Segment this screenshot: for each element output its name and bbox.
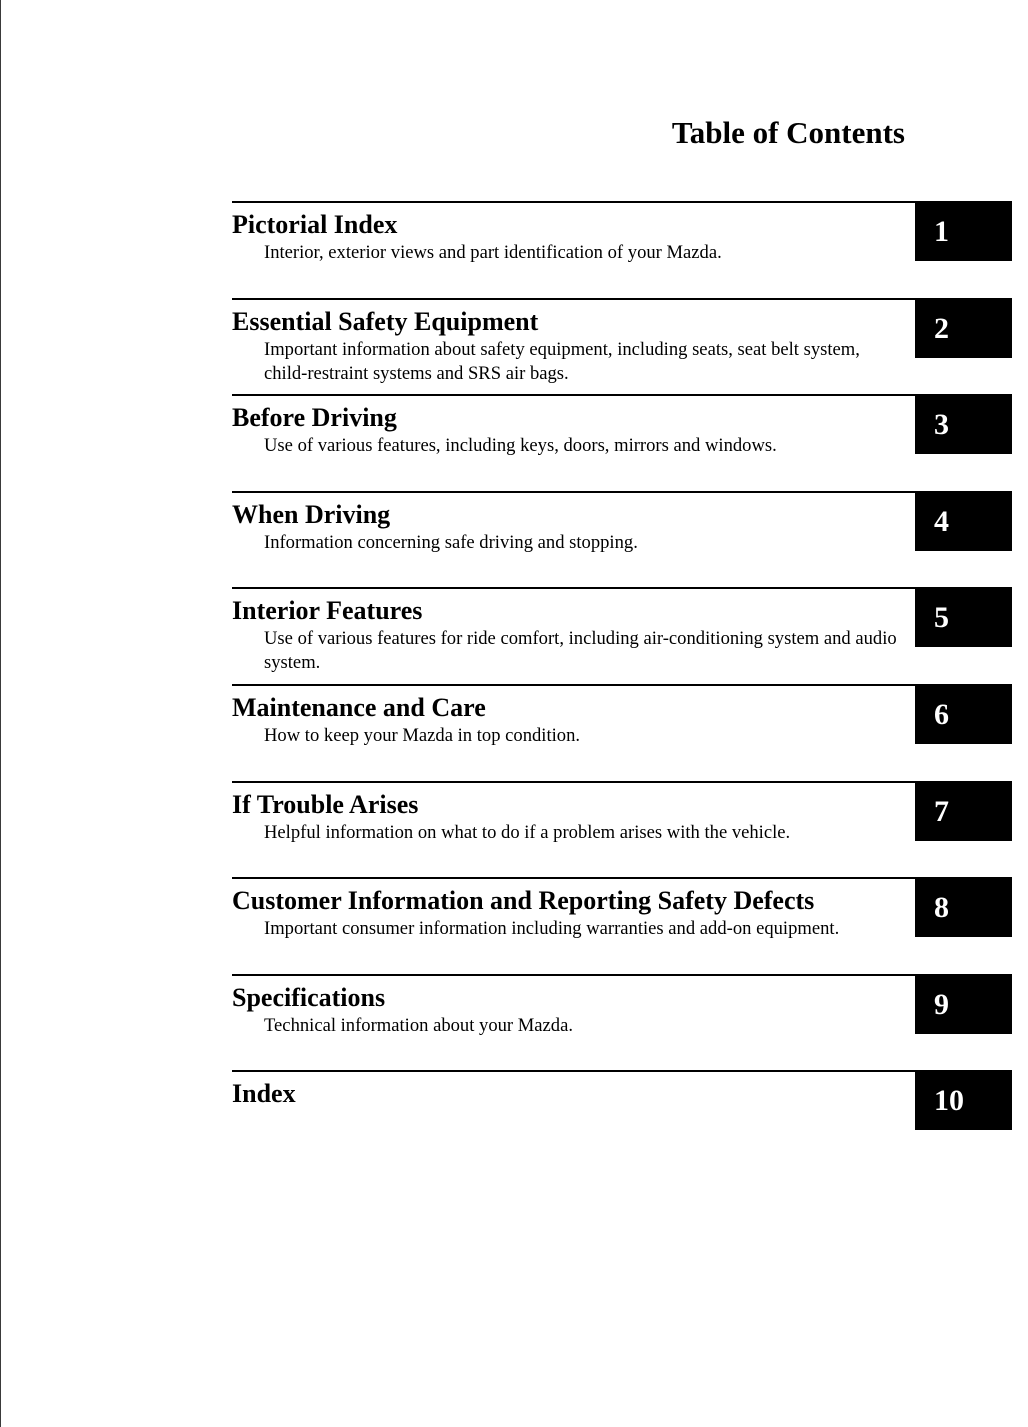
section-tab-3[interactable]: 3 bbox=[915, 395, 1012, 454]
toc-entry-description: Use of various features, including keys, doors, mirrors and windows. bbox=[264, 435, 777, 457]
toc-entry-title[interactable]: Index bbox=[232, 1079, 296, 1109]
toc-entry-when-driving[interactable] bbox=[232, 491, 1012, 588]
toc-entry-customer-information[interactable] bbox=[232, 877, 1012, 974]
page-title: Table of Contents bbox=[671, 115, 905, 150]
section-tab-9[interactable]: 9 bbox=[915, 975, 1012, 1034]
toc-entry-title[interactable]: If Trouble Arises bbox=[232, 789, 419, 819]
section-tab-5[interactable]: 5 bbox=[915, 588, 1012, 647]
toc-entry-description: Use of various features for ride comfort, including air-conditioning system and audio system. bbox=[264, 628, 897, 674]
toc-entry-interior-features[interactable] bbox=[232, 587, 1012, 684]
toc-entry-title[interactable]: Interior Features bbox=[232, 596, 423, 626]
toc-entry-description: Helpful information on what to do if a problem arises with the vehicle. bbox=[264, 821, 791, 843]
toc-entry-description: Important information about safety equipment, including seats, seat belt system, child-restraint systems and SRS air bags. bbox=[264, 338, 860, 384]
toc-entry-essential-safety-equipment[interactable] bbox=[232, 298, 1012, 395]
toc-entry-title[interactable]: Maintenance and Care bbox=[232, 692, 486, 722]
toc-entry-maintenance-and-care[interactable] bbox=[232, 684, 1012, 781]
toc-entry-pictorial-index[interactable] bbox=[232, 201, 1012, 298]
toc-entry-title[interactable]: Before Driving bbox=[232, 403, 397, 433]
section-tab-7[interactable]: 7 bbox=[915, 782, 1012, 841]
section-tab-1[interactable]: 1 bbox=[915, 202, 1012, 261]
toc-entry-title[interactable]: Customer Information and Reporting Safety Defects bbox=[232, 886, 815, 916]
section-tab-10[interactable]: 10 bbox=[915, 1071, 1012, 1130]
toc-entry-title[interactable]: Specifications bbox=[232, 982, 386, 1012]
toc-list bbox=[232, 201, 1012, 1167]
section-tab-2[interactable]: 2 bbox=[915, 299, 1012, 358]
section-tab-8[interactable]: 8 bbox=[915, 878, 1012, 937]
page-edge-line bbox=[0, 0, 1, 1427]
toc-entry-specifications[interactable] bbox=[232, 974, 1012, 1071]
toc-entry-if-trouble-arises[interactable] bbox=[232, 781, 1012, 878]
toc-entry-index[interactable] bbox=[232, 1070, 1012, 1167]
section-tab-4[interactable]: 4 bbox=[915, 492, 1012, 551]
section-tab-6[interactable]: 6 bbox=[915, 685, 1012, 744]
toc-entry-description: Technical information about your Mazda. bbox=[264, 1014, 574, 1036]
toc-entry-title[interactable]: When Driving bbox=[232, 499, 391, 529]
toc-entry-description: How to keep your Mazda in top condition. bbox=[264, 724, 581, 746]
toc-entry-title[interactable]: Essential Safety Equipment bbox=[232, 306, 539, 336]
toc-entry-description: Important consumer information including warranties and add-on equipment. bbox=[264, 918, 840, 940]
toc-entry-description: Interior, exterior views and part identification of your Mazda. bbox=[264, 242, 722, 263]
toc-entry-title[interactable]: Pictorial Index bbox=[232, 210, 398, 239]
toc-entry-before-driving[interactable] bbox=[232, 394, 1012, 491]
toc-entry-description: Information concerning safe driving and stopping. bbox=[264, 531, 638, 553]
